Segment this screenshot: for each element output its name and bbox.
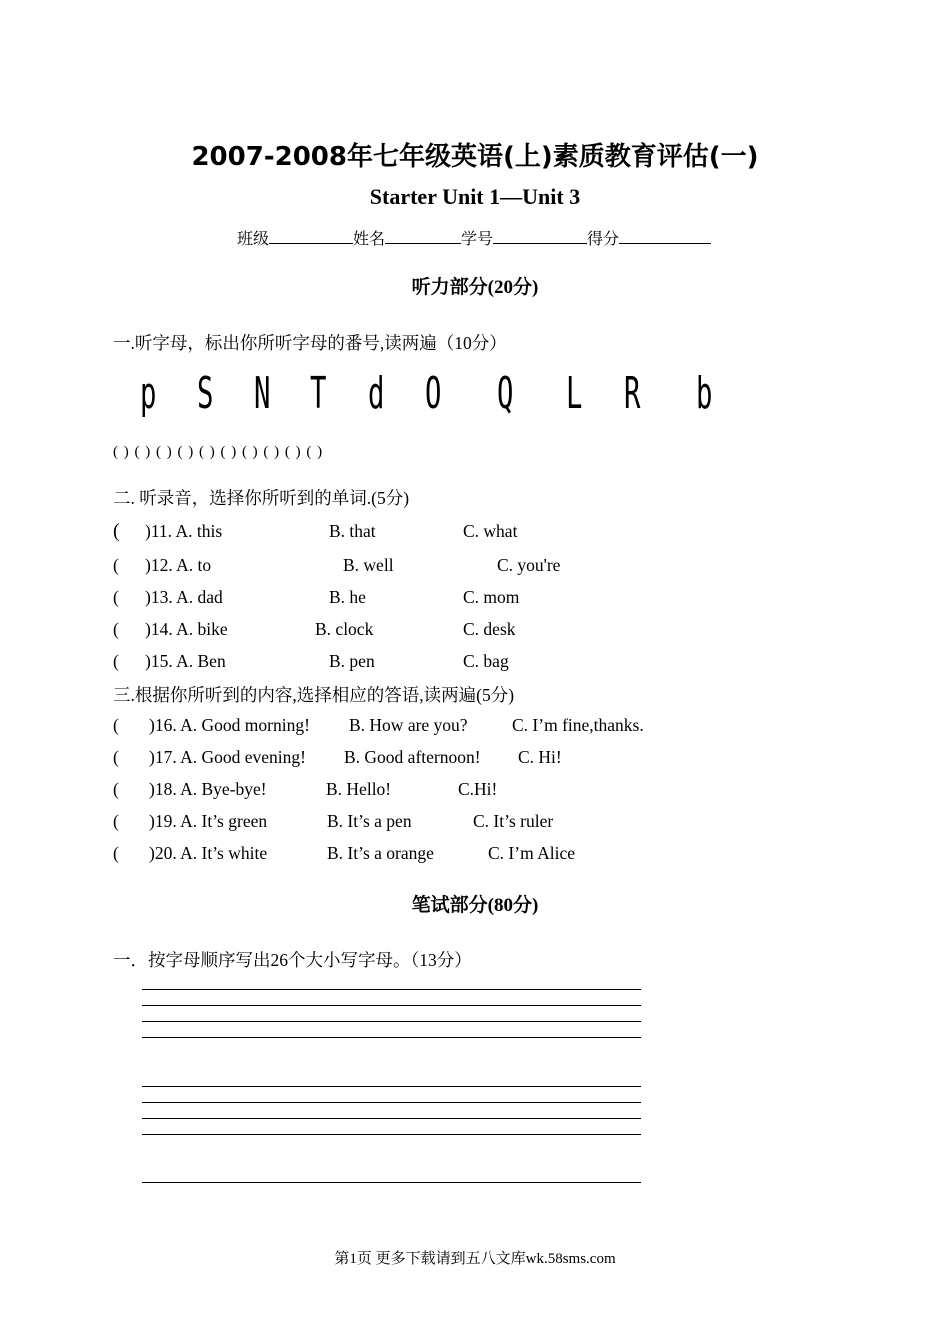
score-blank[interactable] — [619, 227, 711, 244]
writing-line[interactable] — [142, 1182, 641, 1183]
letter-item: p — [140, 368, 157, 419]
student-id-blank[interactable] — [493, 227, 587, 244]
score-label: 得分 — [587, 231, 620, 248]
letter-item: Q — [497, 368, 514, 419]
option-b: B. Hello! — [326, 779, 392, 799]
option-c: C. you're — [497, 555, 561, 575]
option-c: C. I’m fine,thanks. — [512, 715, 644, 735]
writing-line[interactable] — [142, 1005, 641, 1006]
question-stem: )19. A. It’s green — [149, 811, 268, 831]
writing-line[interactable] — [142, 1037, 641, 1038]
name-label: 姓名 — [353, 231, 386, 248]
option-b: B. How are you? — [349, 715, 468, 735]
name-blank[interactable] — [385, 227, 461, 244]
letter-item: R — [624, 368, 641, 419]
letter-item: b — [696, 368, 713, 419]
letter-item: L — [566, 368, 583, 419]
option-c: C. It’s ruler — [473, 811, 554, 831]
answer-paren[interactable]: ( — [113, 520, 120, 542]
answer-paren[interactable]: ( — [113, 779, 119, 799]
option-b: B. he — [329, 587, 366, 607]
answer-paren[interactable]: ( — [113, 619, 119, 639]
question-stem: )13. A. dad — [145, 587, 223, 607]
answer-paren[interactable]: ( — [113, 811, 119, 831]
class-label: 班级 — [237, 231, 270, 248]
question-stem: )15. A. Ben — [145, 651, 226, 671]
writing-line[interactable] — [142, 1134, 641, 1135]
writing-line[interactable] — [142, 1118, 641, 1119]
student-id-label: 学号 — [461, 231, 494, 248]
listening-heading: 听力部分(20分) — [411, 277, 539, 298]
letter-answer-row[interactable]: ( ) ( ) ( ) ( ) ( ) ( ) ( ) ( ) ( ) ( ) — [113, 444, 323, 460]
writing-line[interactable] — [142, 1086, 641, 1087]
writing-heading: 笔试部分(80分) — [411, 895, 539, 916]
option-b: B. It’s a pen — [327, 811, 412, 831]
page-footer: 第1页 更多下载请到五八文库wk.58sms.com — [334, 1251, 616, 1267]
option-c: C. desk — [463, 619, 516, 639]
option-b: B. well — [343, 555, 394, 575]
question-stem: )12. A. to — [145, 555, 212, 575]
question-stem: )16. A. Good morning! — [149, 715, 310, 735]
letter-item: N — [254, 368, 271, 419]
answer-paren[interactable]: ( — [113, 555, 119, 575]
listening-part1-instruction: 一.听字母，标出你所听字母的番号,读两遍（10分） — [113, 333, 507, 353]
writing-line[interactable] — [142, 989, 641, 990]
option-c: C. bag — [463, 651, 509, 671]
option-b: B. that — [329, 521, 376, 541]
page-subtitle: Starter Unit 1—Unit 3 — [369, 184, 581, 209]
option-c: C. Hi! — [518, 747, 562, 767]
option-c: C. I’m Alice — [488, 843, 575, 863]
answer-paren[interactable]: ( — [113, 651, 119, 671]
option-b: B. clock — [315, 619, 374, 639]
writing-line[interactable] — [142, 1021, 641, 1022]
letter-item: T — [310, 368, 327, 419]
question-stem: )17. A. Good evening! — [149, 747, 306, 767]
letter-item: O — [425, 368, 442, 419]
option-c: C. what — [463, 521, 518, 541]
question-stem: )20. A. It’s white — [149, 843, 268, 863]
class-blank[interactable] — [269, 227, 353, 244]
writing-part1-instruction: 一．按字母顺序写出26个大小写字母。（13分） — [113, 950, 472, 970]
question-stem: )14. A. bike — [145, 619, 228, 639]
letter-item: S — [197, 368, 214, 419]
option-c: C. mom — [463, 587, 520, 607]
listening-part3-instruction: 三.根据你所听到的内容,选择相应的答语,读两遍(5分) — [113, 685, 515, 705]
question-stem: )11. A. this — [145, 521, 223, 541]
listening-part2-instruction: 二. 听录音，选择你所听到的单词.(5分) — [113, 488, 410, 508]
option-b: B. pen — [329, 651, 375, 671]
option-b: B. It’s a orange — [327, 843, 434, 863]
page-title: 2007-2008年七年级英语(上)素质教育评估(一) — [191, 142, 759, 172]
answer-paren[interactable]: ( — [113, 843, 119, 863]
letter-item: d — [368, 368, 385, 419]
writing-line[interactable] — [142, 1102, 641, 1103]
answer-paren[interactable]: ( — [113, 587, 119, 607]
answer-paren[interactable]: ( — [113, 715, 119, 735]
answer-paren[interactable]: ( — [113, 747, 119, 767]
student-info-line — [237, 226, 711, 249]
option-c: C.Hi! — [458, 779, 498, 799]
option-b: B. Good afternoon! — [344, 747, 481, 767]
question-stem: )18. A. Bye-bye! — [149, 779, 267, 799]
